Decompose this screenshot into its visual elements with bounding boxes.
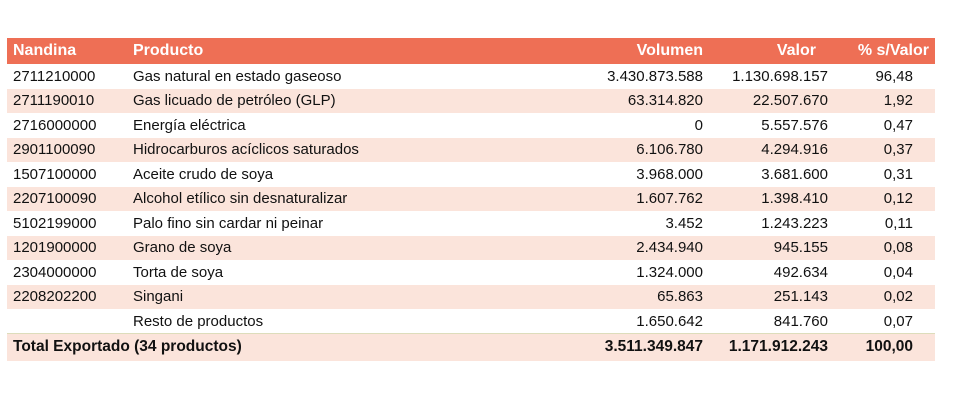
cell-volumen: 63.314.820 [627,92,703,110]
cell-valor: 1.243.223 [761,214,828,232]
table-row [7,236,935,261]
cell-producto: Aceite crudo de soya [133,165,274,183]
table-row [7,285,935,310]
cell-pct: 0,11 [884,214,913,232]
cell-pct: 96,48 [875,67,913,85]
cell-valor: 251.143 [773,288,828,306]
table-header [7,38,935,64]
table-row [7,260,935,285]
table-row [7,138,935,163]
cell-producto: Resto de productos [133,312,264,330]
cell-volumen: 1.650.642 [636,312,703,330]
cell-producto: Singani [133,288,184,306]
cell-producto: Gas natural en estado gaseoso [133,67,342,85]
table-row [7,113,935,138]
cell-producto: Torta de soya [133,263,224,281]
cell-volumen: 3.430.873.588 [607,67,703,85]
cell-valor: 841.760 [773,312,828,330]
header-row [7,38,935,64]
cell-nandina: 1507100000 [13,165,97,183]
table-row [7,309,935,334]
cell-pct: 0,12 [883,190,913,208]
table-body [7,64,935,361]
table-row [7,187,935,212]
cell-volumen: 6.106.780 [636,141,703,159]
cell-volumen: 0 [694,116,703,134]
exports-table [7,38,935,361]
cell-volumen: 1.607.762 [636,190,703,208]
total-volumen: 3.511.349.847 [457,334,709,361]
table-row [7,89,935,114]
cell-pct: 0,31 [883,165,913,183]
cell-valor: 4.294.916 [761,141,828,159]
cell-pct: 0,47 [883,116,913,134]
total-pct: 100,00 [834,334,935,361]
cell-pct: 0,37 [883,141,913,159]
total-row [7,334,935,361]
cell-nandina: 2716000000 [13,116,97,134]
table-row [7,162,935,187]
cell-valor: 1.398.410 [761,190,828,208]
cell-producto: Alcohol etílico sin desnaturalizar [133,190,348,208]
cell-volumen: 3.968.000 [636,165,703,183]
cell-valor: 3.681.600 [761,165,828,183]
cell-valor: 22.507.670 [752,92,828,110]
total-valor: 1.171.912.243 [709,334,834,361]
header-pct: % s/Valor [857,42,929,59]
total-label: Total Exportado (34 productos) [7,334,457,361]
cell-volumen: 65.863 [657,288,703,306]
cell-valor: 945.155 [773,239,828,257]
cell-pct: 0,07 [883,312,913,330]
table-row [7,211,935,236]
table-row [7,64,935,89]
exports-table-container [7,38,935,361]
cell-producto: Energía eléctrica [133,116,246,134]
cell-valor: 5.557.576 [761,116,828,134]
header-producto: Producto [133,42,204,59]
cell-volumen: 2.434.940 [636,239,703,257]
cell-pct: 0,08 [883,239,913,257]
cell-producto: Gas licuado de petróleo (GLP) [133,92,336,110]
cell-nandina: 2901100090 [13,141,96,159]
cell-nandina: 5102199000 [13,214,97,232]
cell-pct: 0,04 [883,263,913,281]
cell-nandina: 2304000000 [13,263,97,281]
cell-nandina [7,309,127,334]
cell-valor: 1.130.698.157 [732,67,828,85]
cell-valor: 492.634 [773,263,828,281]
cell-nandina: 2208202200 [13,288,97,306]
cell-producto: Palo fino sin cardar ni peinar [133,214,324,232]
cell-volumen: 3.452 [665,214,703,232]
header-valor: Valor [776,42,816,59]
cell-producto: Hidrocarburos acíclicos saturados [133,141,359,159]
cell-volumen: 1.324.000 [636,263,703,281]
cell-nandina: 1201900000 [13,239,97,257]
header-volumen: Volumen [636,42,703,59]
cell-nandina: 2711210000 [13,67,96,85]
cell-pct: 0,02 [883,288,913,306]
cell-pct: 1,92 [883,92,913,110]
cell-nandina: 2711190010 [13,92,95,110]
cell-producto: Grano de soya [133,239,232,257]
cell-nandina: 2207100090 [13,190,97,208]
header-nandina: Nandina [13,42,77,59]
